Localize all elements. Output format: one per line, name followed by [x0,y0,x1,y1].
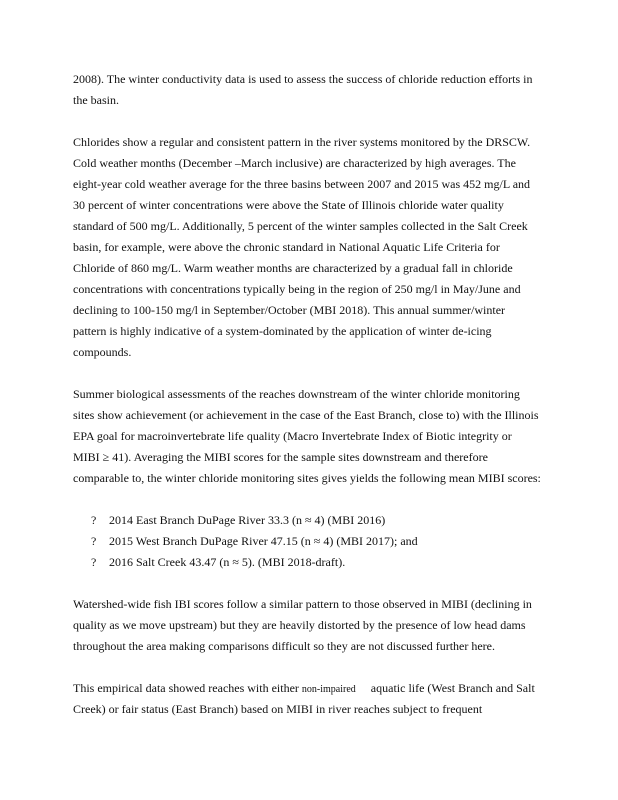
list-item [91,552,553,573]
bullet-marker: ? [91,513,97,527]
text-line: Chlorides show a regular and consistent pattern in the river systems monitored by the DRSCW. [73,135,531,149]
list-item-text: 2016 Salt Creek 43.47 (n ≈ 5). (MBI 2018-draft). [109,555,346,569]
text-line: Cold weather months (December –March inclusive) are characterized by high averages. The [73,156,516,170]
paragraph-intro [73,69,553,111]
text-line [73,678,553,699]
text-line: basin, for example, were above the chronic standard in National Aquatic Life Criteria for [73,240,500,254]
bullet-marker: ? [91,555,97,569]
text-line: sites show achievement (or achievement in the case of the East Branch, close to) with the Illinois [73,408,539,422]
text-line: 30 percent of winter concentrations were above the State of Illinois chloride water quality [73,198,504,212]
list-item-text: 2014 East Branch DuPage River 33.3 (n ≈ 4) (MBI 2016) [109,513,386,527]
text-line: Creek) or fair status (East Branch) based on MIBI in river reaches subject to frequent [73,702,483,716]
text-line: pattern is highly indicative of a system-dominated by the application of winter de-icing [73,324,492,338]
text-line: eight-year cold weather average for the three basins between 2007 and 2015 was 452 mg/L and [73,177,531,191]
text-line: MIBI ≥ 41). Averaging the MIBI scores for the sample sites downstream and therefore [73,450,488,464]
text-span: aquatic life (West Branch and Salt [355,681,535,695]
text-line: the basin. [73,93,119,107]
text-line: 2008). The winter conductivity data is used to assess the success of chloride reduction efforts in [73,72,533,86]
text-line: concentrations with concentrations typically being in the region of 250 mg/l in May/June and [73,282,521,296]
bullet-marker: ? [91,534,97,548]
list-item-text: 2015 West Branch DuPage River 47.15 (n ≈ 4) (MBI 2017); and [109,534,418,548]
text-line: EPA goal for macroinvertebrate life quality (Macro Invertebrate Index of Biotic integrity or [73,429,512,443]
list-item [91,531,553,552]
text-line: compounds. [73,345,132,359]
mibi-score-list [91,510,553,573]
text-span: This empirical data showed reaches with either [73,681,302,695]
text-line: comparable to, the winter chloride monitoring sites gives yields the following mean MIBI scores: [73,471,541,485]
paragraph-empirical-data [73,678,553,720]
text-line: Chloride of 860 mg/L. Warm weather months are characterized by a gradual fall in chloride [73,261,513,275]
text-line: declining to 100-150 mg/l in September/October (MBI 2018). This annual summer/winter [73,303,506,317]
text-line: throughout the area making comparisons difficult so they are not discussed further here. [73,639,495,653]
paragraph-biological-assessments [73,384,553,489]
document-page [73,69,553,720]
non-impaired-term: non-impaired [301,684,356,695]
text-line: standard of 500 mg/L. Additionally, 5 percent of the winter samples collected in the Salt Creek [73,219,528,233]
paragraph-fish-ibi [73,594,553,657]
text-line: quality as we move upstream) but they are heavily distorted by the presence of low head dams [73,618,526,632]
text-line: Watershed-wide fish IBI scores follow a similar pattern to those observed in MIBI (declining in [73,597,532,611]
list-item [91,510,553,531]
paragraph-chlorides [73,132,553,363]
text-line: Summer biological assessments of the reaches downstream of the winter chloride monitoring [73,387,520,401]
